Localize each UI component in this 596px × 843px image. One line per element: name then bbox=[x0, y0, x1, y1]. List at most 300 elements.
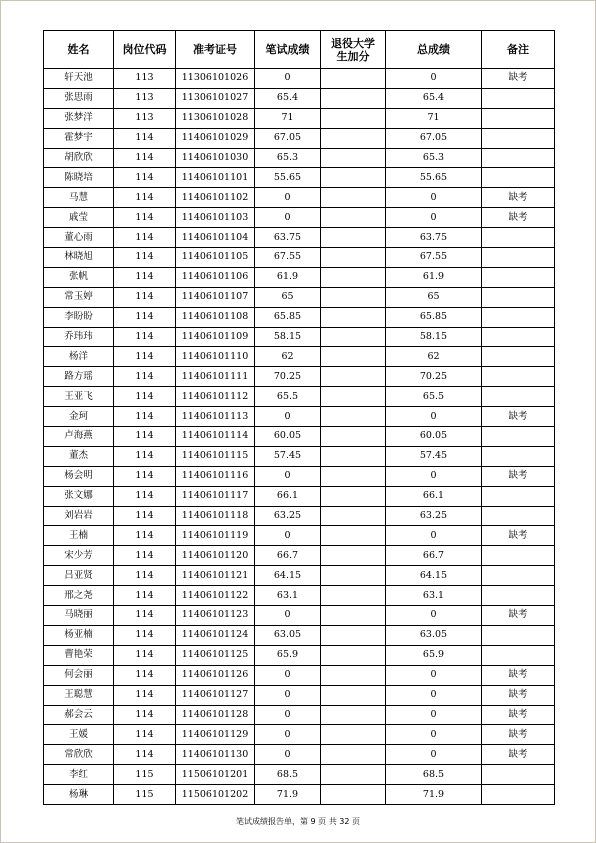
remarks-cell bbox=[482, 307, 555, 327]
position-code-cell: 114 bbox=[114, 506, 176, 526]
position-code-cell: 114 bbox=[114, 645, 176, 665]
position-code-cell: 114 bbox=[114, 606, 176, 626]
remarks-cell: 缺考 bbox=[482, 725, 555, 745]
total-score-cell: 0 bbox=[386, 745, 482, 765]
position-code-cell: 114 bbox=[114, 446, 176, 466]
veteran-bonus-cell bbox=[321, 287, 386, 307]
total-score-cell: 65.4 bbox=[386, 88, 482, 108]
ticket-number-cell: 11406101102 bbox=[176, 188, 255, 208]
ticket-number-cell: 11406101104 bbox=[176, 228, 255, 248]
position-code-cell: 114 bbox=[114, 367, 176, 387]
position-code-cell: 114 bbox=[114, 188, 176, 208]
table-row bbox=[44, 625, 555, 645]
written-score-cell: 71 bbox=[255, 108, 321, 128]
veteran-bonus-cell bbox=[321, 785, 386, 805]
table-row bbox=[44, 188, 555, 208]
header-veteran-bonus: 退役大学生加分 bbox=[321, 31, 386, 69]
name-cell: 路方瑶 bbox=[44, 367, 114, 387]
veteran-bonus-cell bbox=[321, 128, 386, 148]
veteran-bonus-cell bbox=[321, 407, 386, 427]
position-code-cell: 114 bbox=[114, 526, 176, 546]
name-cell: 曹艳荣 bbox=[44, 645, 114, 665]
written-score-cell: 0 bbox=[255, 705, 321, 725]
table-row bbox=[44, 208, 555, 228]
table-row bbox=[44, 785, 555, 805]
name-cell: 何会丽 bbox=[44, 665, 114, 685]
written-score-cell: 66.7 bbox=[255, 546, 321, 566]
position-code-cell: 115 bbox=[114, 785, 176, 805]
remarks-cell bbox=[482, 625, 555, 645]
table-row bbox=[44, 327, 555, 347]
table-row bbox=[44, 427, 555, 447]
written-score-cell: 62 bbox=[255, 347, 321, 367]
written-score-cell: 65.5 bbox=[255, 387, 321, 407]
table-row bbox=[44, 108, 555, 128]
name-cell: 张梦洋 bbox=[44, 108, 114, 128]
written-score-cell: 0 bbox=[255, 745, 321, 765]
name-cell: 郝会云 bbox=[44, 705, 114, 725]
total-score-cell: 63.25 bbox=[386, 506, 482, 526]
veteran-bonus-cell bbox=[321, 645, 386, 665]
total-score-cell: 66.1 bbox=[386, 486, 482, 506]
written-score-cell: 0 bbox=[255, 606, 321, 626]
remarks-cell: 缺考 bbox=[482, 745, 555, 765]
veteran-bonus-cell bbox=[321, 506, 386, 526]
position-code-cell: 114 bbox=[114, 705, 176, 725]
written-score-cell: 67.05 bbox=[255, 128, 321, 148]
position-code-cell: 114 bbox=[114, 546, 176, 566]
total-score-cell: 67.55 bbox=[386, 248, 482, 268]
total-score-cell: 63.05 bbox=[386, 625, 482, 645]
total-score-cell: 0 bbox=[386, 665, 482, 685]
name-cell: 卢海燕 bbox=[44, 427, 114, 447]
ticket-number-cell: 11406101124 bbox=[176, 625, 255, 645]
veteran-bonus-cell bbox=[321, 88, 386, 108]
table-row bbox=[44, 287, 555, 307]
name-cell: 李红 bbox=[44, 765, 114, 785]
ticket-number-cell: 11506101202 bbox=[176, 785, 255, 805]
ticket-number-cell: 11406101123 bbox=[176, 606, 255, 626]
written-score-cell: 65.4 bbox=[255, 88, 321, 108]
veteran-bonus-cell bbox=[321, 248, 386, 268]
total-score-cell: 60.05 bbox=[386, 427, 482, 447]
total-score-cell: 65.85 bbox=[386, 307, 482, 327]
remarks-cell bbox=[482, 367, 555, 387]
remarks-cell: 缺考 bbox=[482, 665, 555, 685]
table-row bbox=[44, 586, 555, 606]
position-code-cell: 113 bbox=[114, 108, 176, 128]
name-cell: 张思雨 bbox=[44, 88, 114, 108]
table-row bbox=[44, 526, 555, 546]
remarks-cell bbox=[482, 765, 555, 785]
name-cell: 王媛 bbox=[44, 725, 114, 745]
remarks-cell bbox=[482, 446, 555, 466]
remarks-cell bbox=[482, 347, 555, 367]
written-score-cell: 63.75 bbox=[255, 228, 321, 248]
remarks-cell bbox=[482, 486, 555, 506]
written-score-cell: 71.9 bbox=[255, 785, 321, 805]
total-score-cell: 71 bbox=[386, 108, 482, 128]
name-cell: 马慧 bbox=[44, 188, 114, 208]
table-row bbox=[44, 168, 555, 188]
table-row bbox=[44, 745, 555, 765]
ticket-number-cell: 11406101103 bbox=[176, 208, 255, 228]
name-cell: 戚莹 bbox=[44, 208, 114, 228]
written-score-cell: 0 bbox=[255, 725, 321, 745]
position-code-cell: 113 bbox=[114, 69, 176, 89]
written-score-cell: 68.5 bbox=[255, 765, 321, 785]
veteran-bonus-cell bbox=[321, 228, 386, 248]
table-row bbox=[44, 248, 555, 268]
position-code-cell: 114 bbox=[114, 745, 176, 765]
remarks-cell bbox=[482, 287, 555, 307]
total-score-cell: 0 bbox=[386, 725, 482, 745]
name-cell: 杨琳 bbox=[44, 785, 114, 805]
remarks-cell bbox=[482, 88, 555, 108]
remarks-cell bbox=[482, 267, 555, 287]
header-written-score: 笔试成绩 bbox=[255, 31, 321, 69]
header-position-code: 岗位代码 bbox=[114, 31, 176, 69]
total-score-cell: 0 bbox=[386, 526, 482, 546]
remarks-cell: 缺考 bbox=[482, 407, 555, 427]
remarks-cell bbox=[482, 128, 555, 148]
total-score-cell: 66.7 bbox=[386, 546, 482, 566]
name-cell: 轩天池 bbox=[44, 69, 114, 89]
name-cell: 王亚飞 bbox=[44, 387, 114, 407]
table-row bbox=[44, 566, 555, 586]
table-row bbox=[44, 546, 555, 566]
remarks-cell bbox=[482, 248, 555, 268]
written-score-cell: 0 bbox=[255, 685, 321, 705]
total-score-cell: 0 bbox=[386, 685, 482, 705]
name-cell: 乔玮玮 bbox=[44, 327, 114, 347]
table-row bbox=[44, 69, 555, 89]
ticket-number-cell: 11406101030 bbox=[176, 148, 255, 168]
veteran-bonus-cell bbox=[321, 705, 386, 725]
written-score-cell: 61.9 bbox=[255, 267, 321, 287]
remarks-cell bbox=[482, 228, 555, 248]
header-remarks: 备注 bbox=[482, 31, 555, 69]
name-cell: 林晓旭 bbox=[44, 248, 114, 268]
position-code-cell: 114 bbox=[114, 427, 176, 447]
position-code-cell: 114 bbox=[114, 287, 176, 307]
written-score-cell: 66.1 bbox=[255, 486, 321, 506]
total-score-cell: 62 bbox=[386, 347, 482, 367]
written-score-cell: 70.25 bbox=[255, 367, 321, 387]
table-row bbox=[44, 725, 555, 745]
table-header-row bbox=[44, 31, 555, 69]
position-code-cell: 114 bbox=[114, 307, 176, 327]
position-code-cell: 114 bbox=[114, 208, 176, 228]
position-code-cell: 115 bbox=[114, 765, 176, 785]
total-score-cell: 0 bbox=[386, 407, 482, 427]
name-cell: 张帆 bbox=[44, 267, 114, 287]
name-cell: 霍梦宇 bbox=[44, 128, 114, 148]
ticket-number-cell: 11406101118 bbox=[176, 506, 255, 526]
veteran-bonus-cell bbox=[321, 665, 386, 685]
remarks-cell bbox=[482, 168, 555, 188]
veteran-bonus-cell bbox=[321, 347, 386, 367]
remarks-cell: 缺考 bbox=[482, 208, 555, 228]
written-score-cell: 65.85 bbox=[255, 307, 321, 327]
remarks-cell bbox=[482, 327, 555, 347]
total-score-cell: 68.5 bbox=[386, 765, 482, 785]
veteran-bonus-cell bbox=[321, 685, 386, 705]
ticket-number-cell: 11406101108 bbox=[176, 307, 255, 327]
remarks-cell: 缺考 bbox=[482, 606, 555, 626]
total-score-cell: 65.5 bbox=[386, 387, 482, 407]
position-code-cell: 114 bbox=[114, 407, 176, 427]
remarks-cell bbox=[482, 506, 555, 526]
ticket-number-cell: 11306101028 bbox=[176, 108, 255, 128]
header-ticket-number: 准考证号 bbox=[176, 31, 255, 69]
position-code-cell: 113 bbox=[114, 88, 176, 108]
name-cell: 邢之尧 bbox=[44, 586, 114, 606]
written-score-cell: 0 bbox=[255, 188, 321, 208]
written-score-cell: 60.05 bbox=[255, 427, 321, 447]
written-score-cell: 65.9 bbox=[255, 645, 321, 665]
table-body bbox=[44, 69, 555, 805]
ticket-number-cell: 11406101120 bbox=[176, 546, 255, 566]
total-score-cell: 71.9 bbox=[386, 785, 482, 805]
position-code-cell: 114 bbox=[114, 267, 176, 287]
name-cell: 刘岩岩 bbox=[44, 506, 114, 526]
remarks-cell: 缺考 bbox=[482, 69, 555, 89]
written-score-cell: 67.55 bbox=[255, 248, 321, 268]
name-cell: 宋少芳 bbox=[44, 546, 114, 566]
remarks-cell bbox=[482, 427, 555, 447]
veteran-bonus-cell bbox=[321, 208, 386, 228]
total-score-cell: 63.75 bbox=[386, 228, 482, 248]
position-code-cell: 114 bbox=[114, 248, 176, 268]
position-code-cell: 114 bbox=[114, 466, 176, 486]
written-score-cell: 55.65 bbox=[255, 168, 321, 188]
table-row bbox=[44, 645, 555, 665]
written-score-cell: 0 bbox=[255, 526, 321, 546]
total-score-cell: 0 bbox=[386, 466, 482, 486]
veteran-bonus-cell bbox=[321, 427, 386, 447]
ticket-number-cell: 11406101115 bbox=[176, 446, 255, 466]
veteran-bonus-cell bbox=[321, 546, 386, 566]
position-code-cell: 114 bbox=[114, 685, 176, 705]
position-code-cell: 114 bbox=[114, 347, 176, 367]
table-row bbox=[44, 705, 555, 725]
ticket-number-cell: 11406101107 bbox=[176, 287, 255, 307]
table-row bbox=[44, 407, 555, 427]
remarks-cell bbox=[482, 566, 555, 586]
name-cell: 胡欣欣 bbox=[44, 148, 114, 168]
written-score-cell: 0 bbox=[255, 665, 321, 685]
written-score-cell: 57.45 bbox=[255, 446, 321, 466]
name-cell: 张文娜 bbox=[44, 486, 114, 506]
remarks-cell: 缺考 bbox=[482, 705, 555, 725]
written-score-cell: 0 bbox=[255, 69, 321, 89]
remarks-cell bbox=[482, 586, 555, 606]
ticket-number-cell: 11406101130 bbox=[176, 745, 255, 765]
veteran-bonus-cell bbox=[321, 327, 386, 347]
veteran-bonus-cell bbox=[321, 486, 386, 506]
written-score-cell: 63.25 bbox=[255, 506, 321, 526]
ticket-number-cell: 11406101109 bbox=[176, 327, 255, 347]
total-score-cell: 0 bbox=[386, 606, 482, 626]
total-score-cell: 65.9 bbox=[386, 645, 482, 665]
written-score-cell: 0 bbox=[255, 407, 321, 427]
ticket-number-cell: 11406101121 bbox=[176, 566, 255, 586]
name-cell: 董心雨 bbox=[44, 228, 114, 248]
position-code-cell: 114 bbox=[114, 387, 176, 407]
remarks-cell bbox=[482, 645, 555, 665]
ticket-number-cell: 11406101122 bbox=[176, 586, 255, 606]
table-row bbox=[44, 307, 555, 327]
position-code-cell: 114 bbox=[114, 566, 176, 586]
table-row bbox=[44, 446, 555, 466]
remarks-cell: 缺考 bbox=[482, 685, 555, 705]
name-cell: 陈晓培 bbox=[44, 168, 114, 188]
ticket-number-cell: 11306101027 bbox=[176, 88, 255, 108]
remarks-cell bbox=[482, 108, 555, 128]
total-score-cell: 61.9 bbox=[386, 267, 482, 287]
ticket-number-cell: 11406101113 bbox=[176, 407, 255, 427]
total-score-cell: 55.65 bbox=[386, 168, 482, 188]
veteran-bonus-cell bbox=[321, 188, 386, 208]
ticket-number-cell: 11406101129 bbox=[176, 725, 255, 745]
veteran-bonus-cell bbox=[321, 526, 386, 546]
ticket-number-cell: 11406101106 bbox=[176, 267, 255, 287]
table-row bbox=[44, 387, 555, 407]
total-score-cell: 65 bbox=[386, 287, 482, 307]
name-cell: 金珂 bbox=[44, 407, 114, 427]
table-row bbox=[44, 765, 555, 785]
ticket-number-cell: 11406101105 bbox=[176, 248, 255, 268]
table-row bbox=[44, 267, 555, 287]
total-score-cell: 58.15 bbox=[386, 327, 482, 347]
veteran-bonus-cell bbox=[321, 446, 386, 466]
veteran-bonus-cell bbox=[321, 148, 386, 168]
veteran-bonus-cell bbox=[321, 108, 386, 128]
table-row bbox=[44, 665, 555, 685]
written-score-cell: 63.1 bbox=[255, 586, 321, 606]
name-cell: 王聪慧 bbox=[44, 685, 114, 705]
veteran-bonus-cell bbox=[321, 625, 386, 645]
position-code-cell: 114 bbox=[114, 725, 176, 745]
position-code-cell: 114 bbox=[114, 168, 176, 188]
total-score-cell: 0 bbox=[386, 705, 482, 725]
name-cell: 马晓丽 bbox=[44, 606, 114, 626]
ticket-number-cell: 11406101119 bbox=[176, 526, 255, 546]
veteran-bonus-cell bbox=[321, 69, 386, 89]
veteran-bonus-cell bbox=[321, 566, 386, 586]
header-total-score: 总成绩 bbox=[386, 31, 482, 69]
position-code-cell: 114 bbox=[114, 665, 176, 685]
position-code-cell: 114 bbox=[114, 586, 176, 606]
table-row bbox=[44, 128, 555, 148]
ticket-number-cell: 11406101126 bbox=[176, 665, 255, 685]
ticket-number-cell: 11506101201 bbox=[176, 765, 255, 785]
veteran-bonus-cell bbox=[321, 168, 386, 188]
name-cell: 王楠 bbox=[44, 526, 114, 546]
total-score-cell: 70.25 bbox=[386, 367, 482, 387]
table-row bbox=[44, 228, 555, 248]
total-score-cell: 63.1 bbox=[386, 586, 482, 606]
written-score-cell: 58.15 bbox=[255, 327, 321, 347]
ticket-number-cell: 11406101125 bbox=[176, 645, 255, 665]
veteran-bonus-cell bbox=[321, 586, 386, 606]
ticket-number-cell: 11406101110 bbox=[176, 347, 255, 367]
total-score-cell: 57.45 bbox=[386, 446, 482, 466]
written-score-cell: 63.05 bbox=[255, 625, 321, 645]
name-cell: 杨会明 bbox=[44, 466, 114, 486]
veteran-bonus-cell bbox=[321, 606, 386, 626]
total-score-cell: 64.15 bbox=[386, 566, 482, 586]
written-score-cell: 0 bbox=[255, 208, 321, 228]
position-code-cell: 114 bbox=[114, 228, 176, 248]
veteran-bonus-cell bbox=[321, 387, 386, 407]
name-cell: 杨洋 bbox=[44, 347, 114, 367]
remarks-cell bbox=[482, 387, 555, 407]
ticket-number-cell: 11306101026 bbox=[176, 69, 255, 89]
position-code-cell: 114 bbox=[114, 625, 176, 645]
name-cell: 常玉婷 bbox=[44, 287, 114, 307]
ticket-number-cell: 11406101117 bbox=[176, 486, 255, 506]
page-footer: 笔试成绩报告单，第 9 页 共 32 页 bbox=[236, 817, 360, 826]
veteran-bonus-cell bbox=[321, 267, 386, 287]
remarks-cell: 缺考 bbox=[482, 188, 555, 208]
remarks-cell: 缺考 bbox=[482, 466, 555, 486]
ticket-number-cell: 11406101127 bbox=[176, 685, 255, 705]
name-cell: 吕亚贤 bbox=[44, 566, 114, 586]
remarks-cell bbox=[482, 546, 555, 566]
ticket-number-cell: 11406101116 bbox=[176, 466, 255, 486]
table-row bbox=[44, 506, 555, 526]
remarks-cell bbox=[482, 785, 555, 805]
name-cell: 常欣欣 bbox=[44, 745, 114, 765]
name-cell: 李盼盼 bbox=[44, 307, 114, 327]
ticket-number-cell: 11406101101 bbox=[176, 168, 255, 188]
veteran-bonus-cell bbox=[321, 367, 386, 387]
veteran-bonus-cell bbox=[321, 307, 386, 327]
ticket-number-cell: 11406101114 bbox=[176, 427, 255, 447]
total-score-cell: 0 bbox=[386, 208, 482, 228]
remarks-cell: 缺考 bbox=[482, 526, 555, 546]
position-code-cell: 114 bbox=[114, 486, 176, 506]
name-cell: 杨亚楠 bbox=[44, 625, 114, 645]
written-score-cell: 65.3 bbox=[255, 148, 321, 168]
ticket-number-cell: 11406101029 bbox=[176, 128, 255, 148]
score-table bbox=[43, 30, 555, 805]
table-row bbox=[44, 466, 555, 486]
written-score-cell: 0 bbox=[255, 466, 321, 486]
ticket-number-cell: 11406101128 bbox=[176, 705, 255, 725]
name-cell: 董杰 bbox=[44, 446, 114, 466]
table-row bbox=[44, 606, 555, 626]
total-score-cell: 0 bbox=[386, 188, 482, 208]
written-score-cell: 65 bbox=[255, 287, 321, 307]
ticket-number-cell: 11406101111 bbox=[176, 367, 255, 387]
table-row bbox=[44, 367, 555, 387]
total-score-cell: 0 bbox=[386, 69, 482, 89]
table-row bbox=[44, 148, 555, 168]
veteran-bonus-cell bbox=[321, 725, 386, 745]
position-code-cell: 114 bbox=[114, 148, 176, 168]
written-score-cell: 64.15 bbox=[255, 566, 321, 586]
position-code-cell: 114 bbox=[114, 128, 176, 148]
table-row bbox=[44, 685, 555, 705]
total-score-cell: 67.05 bbox=[386, 128, 482, 148]
veteran-bonus-cell bbox=[321, 466, 386, 486]
veteran-bonus-cell bbox=[321, 765, 386, 785]
total-score-cell: 65.3 bbox=[386, 148, 482, 168]
table-row bbox=[44, 347, 555, 367]
